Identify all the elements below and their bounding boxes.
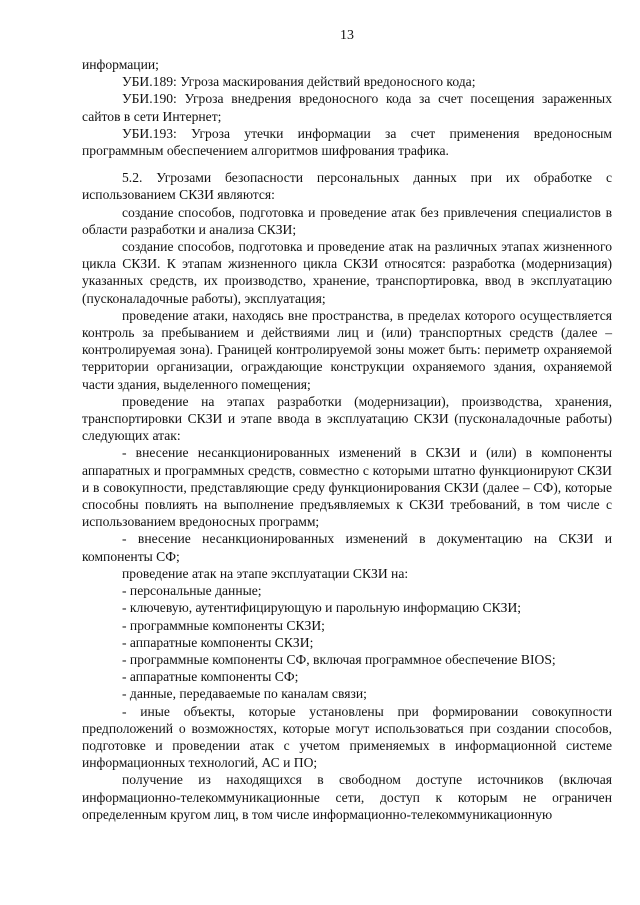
paragraph: создание способов, подготовка и проведение атак на различных этапах жизненного цикла СКЗИ. К этапам жизненного цикла СКЗИ относятся: разработка (модернизация) указанных средств, их производство, хранение, транспортировка, ввод в эксплуатацию (пусконаладочные работы), эксплуатация; — [82, 239, 612, 306]
paragraph: проведение атаки, находясь вне пространства, в пределах которого осуществляется контроль за пребыванием и действиями лиц и (или) транспортных средств (далее – контролируемая зона). Границей контролируемой зоны может быть: периметр охраняемой территории организации, ограждающие конструкции охраняемого здания, охраняемой части здания, выделенного помещения; — [82, 307, 612, 392]
paragraph: - персональные данные; — [122, 583, 262, 599]
paragraph: создание способов, подготовка и проведение атак без привлечения специалистов в области разработки и анализа СКЗИ; — [82, 204, 612, 237]
paragraph: 5.2. Угрозами безопасности персональных данных при их обработке с использованием СКЗИ являются: — [82, 170, 612, 203]
paragraph: - программные компоненты СКЗИ; — [122, 617, 325, 633]
paragraph: - аппаратные компоненты СКЗИ; — [122, 634, 314, 650]
paragraph: УБИ.190: Угроза внедрения вредоносного кода за счет посещения зараженных сайтов в сети Интернет; — [82, 91, 612, 124]
paragraph: - внесение несанкционированных изменений в СКЗИ и (или) в компоненты аппаратных и программных средств, совместно с которыми штатно функционируют СКЗИ и в совокупности, представляющие среду функционирования СКЗИ (далее – СФ), которые способны повлиять на выполнение предъявляемых к СКЗИ требований, в том числе с использованием вредоносных программ; — [82, 445, 612, 530]
paragraph: - иные объекты, которые установлены при формировании совокупности предположений о возможностях, которые могут использоваться при создании способов, подготовке и проведении атак с учетом применяемых в информационной системе информационных технологий, АС и ПО; — [82, 703, 612, 771]
paragraph: получение из находящихся в свободном доступе источников (включая информационно-телекоммуникационные сети, доступ к которым не ограничен определенным кругом лиц, в том числе информационно-телекоммуникационную — [82, 772, 612, 822]
page-number: 13 — [340, 28, 354, 43]
paragraph: - внесение несанкционированных изменений в документацию на СКЗИ и компоненты СФ; — [82, 531, 612, 564]
paragraph: - ключевую, аутентифицирующую и парольную информацию СКЗИ; — [122, 600, 522, 616]
paragraph: проведение атак на этапе эксплуатации СКЗИ на: — [122, 565, 409, 581]
document-body — [82, 56, 612, 823]
paragraph: - аппаратные компоненты СФ; — [122, 669, 299, 685]
paragraph: - данные, передаваемые по каналам связи; — [122, 686, 367, 702]
paragraph: проведение на этапах разработки (модернизации), производства, хранения, транспортировки СКЗИ и этапе ввода в эксплуатацию СКЗИ (пусконаладочные работы) следующих атак: — [82, 393, 612, 444]
paragraph: УБИ.189: Угроза маскирования действий вредоносного кода; — [122, 74, 476, 90]
paragraph: УБИ.193: Угроза утечки информации за счет применения вредоносным программным обеспечением алгоритмов шифрования трафика. — [82, 125, 612, 159]
paragraph: - программные компоненты СФ, включая программное обеспечение BIOS; — [122, 651, 556, 667]
paragraph: информации; — [82, 57, 159, 72]
